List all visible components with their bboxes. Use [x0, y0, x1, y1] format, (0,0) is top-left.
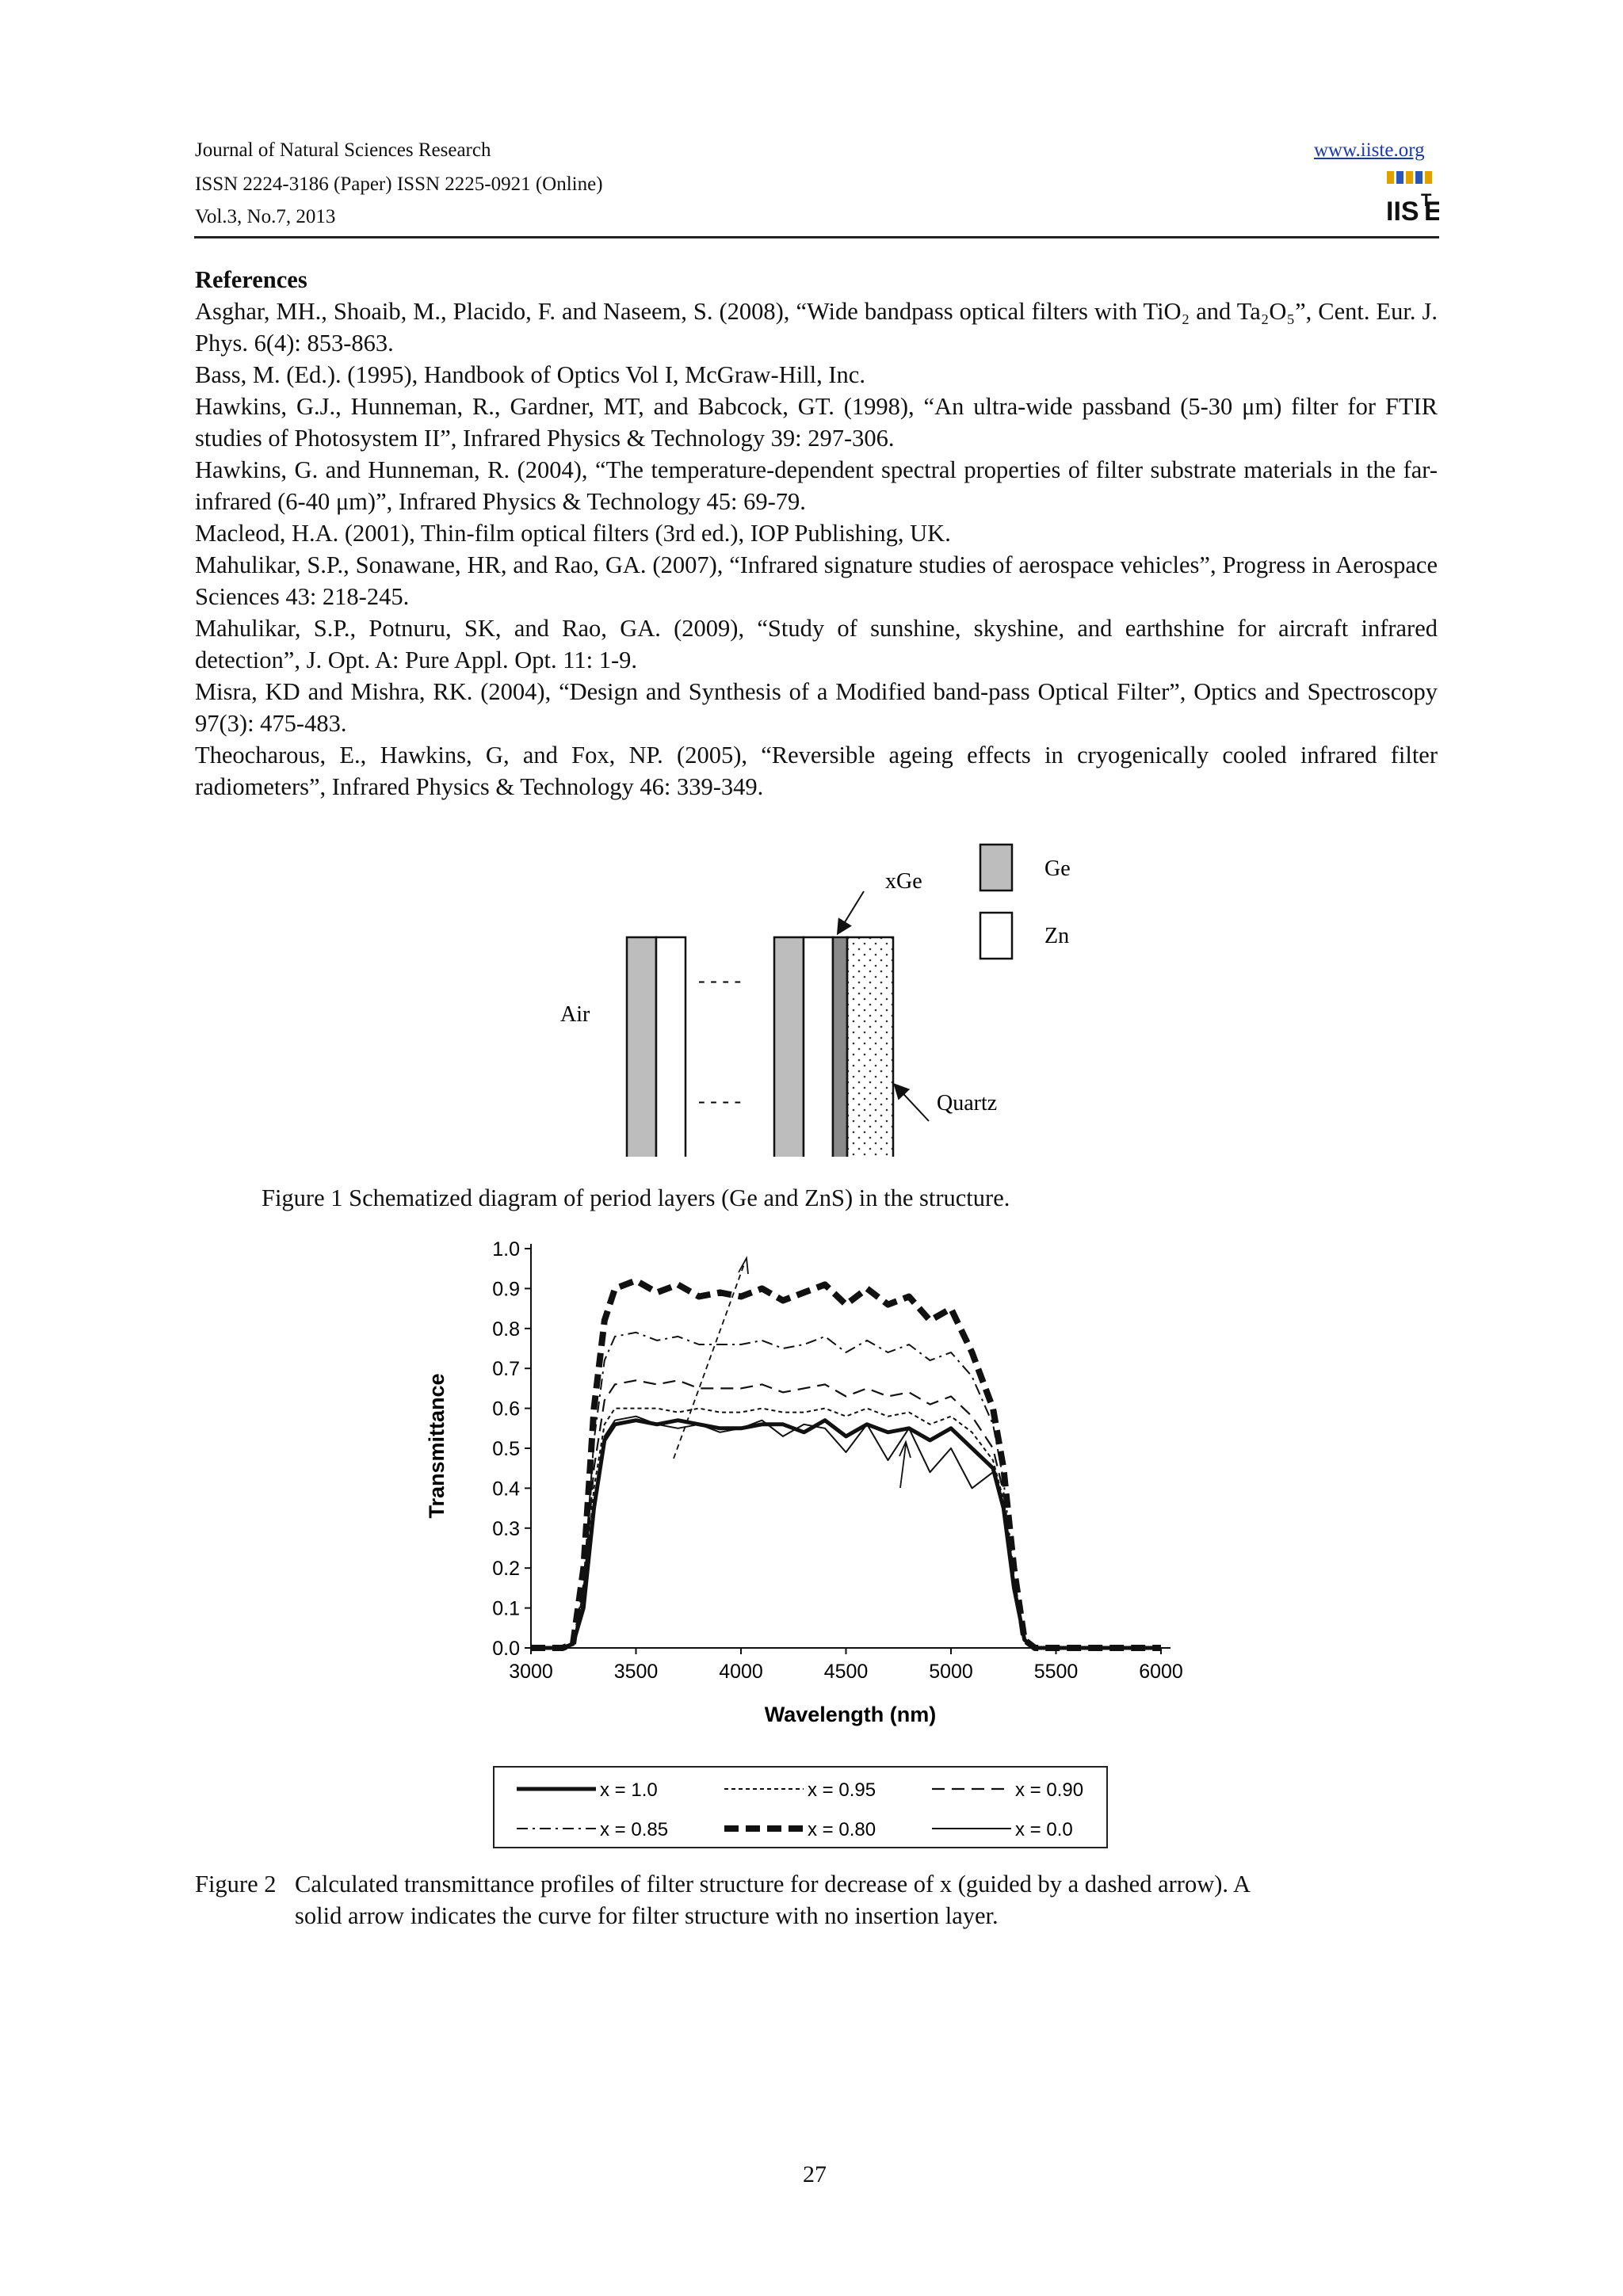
x-tick-label: 3500: [613, 1661, 659, 1683]
figure2-chart: [420, 1226, 1205, 1733]
iiste-logo: [1385, 170, 1439, 225]
label-ge: Ge: [1044, 856, 1071, 881]
y-tick-label: 0.2: [492, 1558, 520, 1581]
svg-text:IIS: IIS: [1386, 196, 1419, 225]
x-tick-label: 5000: [929, 1661, 973, 1683]
legend-label: x = 0.0: [1015, 1819, 1073, 1840]
figure2-caption-line2: solid arrow indicates the curve for filter structure with no insertion layer.: [295, 1902, 999, 1929]
legend-ge-swatch: [980, 845, 1012, 891]
issn-line: ISSN 2224-3186 (Paper) ISSN 2225-0921 (Online): [195, 174, 603, 195]
series-line: [531, 1417, 1161, 1648]
layer-ge-1: [627, 937, 656, 1157]
label-xge: xGe: [885, 869, 922, 894]
x-tick-label: 5500: [1033, 1661, 1079, 1683]
legend-label: x = 0.90: [1015, 1779, 1084, 1801]
y-tick-label: 0.3: [492, 1517, 520, 1540]
reference-item: Hawkins, G. and Hunneman, R. (2004), “The temperature-dependent spectral properties of filter substrate materials in the far-infrared (6-40 μm)”, Infrared Physics & Technology 45: 69-79.: [195, 456, 1438, 515]
references-section: [195, 264, 1438, 803]
y-tick-label: 0.6: [492, 1398, 520, 1421]
y-axis-label: Transmittance: [425, 1373, 449, 1519]
page-number: 27: [803, 2161, 827, 2187]
x-tick-label: 3000: [509, 1661, 553, 1683]
reference-item: Bass, M. (Ed.). (1995), Handbook of Optics Vol I, McGraw-Hill, Inc.: [195, 361, 865, 388]
figure1-caption: Figure 1 Schematized diagram of period layers (Ge and ZnS) in the structure.: [262, 1184, 1010, 1211]
dashes-top: - - - -: [698, 969, 742, 992]
series-line: [531, 1333, 1161, 1648]
series-line: [531, 1280, 1161, 1648]
legend-label: x = 0.80: [808, 1819, 876, 1840]
y-tick-label: 0.1: [492, 1597, 520, 1620]
references-heading: References: [195, 266, 307, 293]
reference-item: Mahulikar, S.P., Potnuru, SK, and Rao, GA. (2009), “Study of sunshine, skyshine, and earthshine for aircraft infrared detection”, J. Opt. A: Pure Appl. Opt. 11: 1-9.: [195, 615, 1438, 673]
svg-text:E: E: [1424, 196, 1439, 225]
x-tick-label: 4000: [719, 1661, 763, 1683]
series-line: [531, 1409, 1161, 1648]
reference-item: Hawkins, G.J., Hunneman, R., Gardner, MT, and Babcock, GT. (1998), “An ultra-wide passband (5-30 μm) filter for FTIR studies of Photosystem II”, Infrared Physics & Technology 39: 297-306.: [195, 393, 1438, 452]
layer-xge: [833, 937, 847, 1157]
legend-label: x = 0.95: [808, 1779, 876, 1801]
x-axis-label: Wavelength (nm): [764, 1703, 937, 1726]
volume-line: Vol.3, No.7, 2013: [195, 206, 336, 227]
label-zn: Zn: [1044, 924, 1070, 948]
figure2-caption-label: Figure 2: [195, 1871, 277, 1897]
journal-url-link[interactable]: www.iiste.org: [1314, 139, 1425, 161]
figure1-diagram: [523, 824, 1125, 1157]
legend-label: x = 1.0: [600, 1779, 658, 1801]
layer-quartz: [847, 937, 893, 1157]
legend-label: x = 0.85: [600, 1819, 669, 1840]
label-air: Air: [560, 1002, 590, 1027]
legend-zn-swatch: [980, 913, 1012, 959]
y-tick-label: 0.4: [492, 1478, 520, 1501]
y-tick-label: 1.0: [492, 1238, 520, 1261]
dashes-bottom: - - - -: [698, 1089, 742, 1112]
journal-name: Journal of Natural Sciences Research: [195, 139, 491, 161]
y-tick-label: 0.5: [492, 1438, 520, 1460]
reference-item: Macleod, H.A. (2001), Thin-film optical filters (3rd ed.), IOP Publishing, UK.: [195, 520, 951, 547]
series-line: [531, 1421, 1161, 1648]
y-tick-label: 0.0: [492, 1638, 520, 1660]
layer-zn-1: [656, 937, 685, 1157]
label-quartz: Quartz: [937, 1091, 998, 1116]
x-tick-label: 6000: [1139, 1661, 1183, 1683]
x-tick-label: 4500: [823, 1661, 869, 1683]
reference-item: Theocharous, E., Hawkins, G, and Fox, NP. (2005), “Reversible ageing effects in cryogenically cooled infrared filter radiometers”, Infrared Physics & Technology 46: 339-349.: [195, 742, 1438, 800]
y-tick-label: 0.9: [492, 1278, 520, 1301]
header-rule: [194, 236, 1439, 238]
layer-zn-2: [804, 937, 833, 1157]
reference-item: Asghar, MH., Shoaib, M., Placido, F. and Naseem, S. (2008), “Wide bandpass optical filters with TiO₂ and Ta₂O₅”, Cent. Eur. J. Phys. 6(4): 853-863.: [195, 298, 1438, 357]
y-tick-label: 0.8: [492, 1318, 520, 1341]
figure2-caption-line1: Calculated transmittance profiles of filter structure for decrease of x (guided by a dashed arrow). A: [295, 1871, 1251, 1897]
y-tick-label: 0.7: [492, 1358, 520, 1381]
reference-item: Misra, KD and Mishra, RK. (2004), “Design and Synthesis of a Modified band-pass Optical Filter”, Optics and Spectroscopy 97(3): 475-483.: [195, 678, 1438, 737]
chart-legend: [493, 1766, 1108, 1848]
reference-item: Mahulikar, S.P., Sonawane, HR, and Rao, GA. (2007), “Infrared signature studies of aerospace vehicles”, Progress in Aerospace Sciences 43: 218-245.: [195, 551, 1438, 610]
svg-text:T: T: [1421, 190, 1432, 210]
layer-ge-2: [774, 937, 804, 1157]
